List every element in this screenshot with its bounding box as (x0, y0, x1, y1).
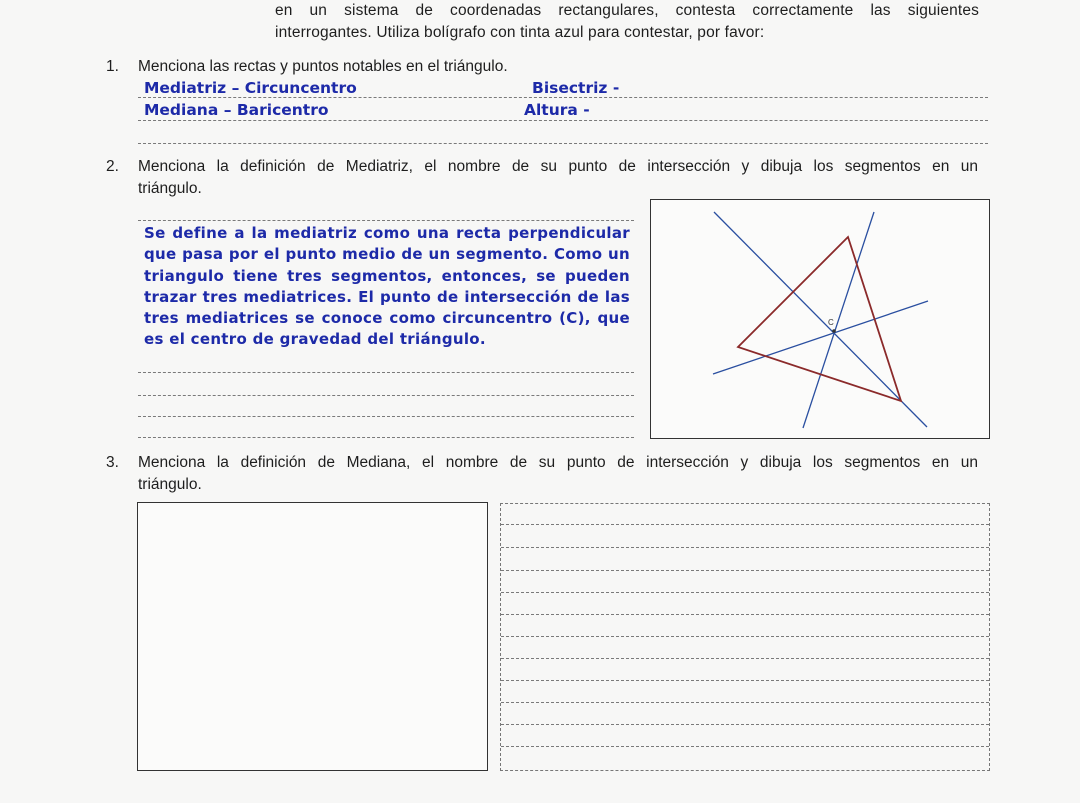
q1-answer-line-3 (138, 143, 988, 144)
q1-answer-mediatriz: Mediatriz – Circuncentro (144, 79, 357, 97)
q3-line (501, 680, 989, 681)
q1-answer-mediana: Mediana – Baricentro (144, 101, 329, 119)
q3-number: 3. (106, 454, 119, 471)
q3-line (501, 614, 989, 615)
q3-line (501, 592, 989, 593)
q2-answer-line-a (138, 372, 634, 373)
mediatriz-line-1 (714, 212, 927, 427)
q3-text-line-2: triángulo. (138, 476, 202, 493)
q2-number: 2. (106, 158, 119, 175)
q2-answer-line-b (138, 395, 634, 396)
q2-answer-paragraph: Se define a la mediatriz como una recta perpendicular que pasa por el punto medio de un segmento. Como un triangulo tiene tres segmentos, entonces, se pueden trazar tres mediatrices. El punto de intersección de las tres mediatrices se conoce como circuncentro (C), que es el centro de gravedad del triángulo. (144, 224, 630, 349)
q3-line (501, 702, 989, 703)
q1-text: Menciona las rectas y puntos notables en el triángulo. (138, 58, 508, 75)
q3-line (501, 636, 989, 637)
q2-text-line-2: triángulo. (138, 180, 202, 197)
q3-line (501, 524, 989, 525)
q1-answer-line-1 (138, 97, 988, 98)
intro-text (275, 0, 979, 44)
q1-answer-altura: Altura - (524, 101, 590, 119)
q1-answer-line-2 (138, 120, 988, 121)
q3-line (501, 658, 989, 659)
q3-drawing-box[interactable] (137, 502, 488, 771)
q3-text (138, 452, 978, 496)
intro-line-2: interrogantes. Utiliza bolígrafo con tinta azul para contestar, por favor: (275, 24, 765, 41)
q3-text-line-1: Menciona la definición de Mediana, el nombre de su punto de intersección y dibuja los segmentos en un (138, 454, 978, 471)
circumcenter-point (832, 329, 836, 333)
q2-text (138, 156, 978, 200)
mediatriz-line-2 (803, 212, 874, 428)
intro-line-1: en un sistema de coordenadas rectangulares, contesta correctamente las siguientes (275, 2, 979, 19)
q2-answer-line-top (138, 220, 634, 221)
q3-line (501, 724, 989, 725)
q3-answer-area[interactable] (500, 503, 990, 771)
q1-number: 1. (106, 58, 119, 75)
mediatriz-line-3 (713, 301, 928, 374)
q3-line (501, 570, 989, 571)
mediatriz-figure-box (650, 199, 990, 439)
q2-answer-line-d (138, 437, 634, 438)
mediatriz-figure (651, 200, 989, 438)
q2-answer-line-c (138, 416, 634, 417)
q3-line (501, 547, 989, 548)
circumcenter-label: C (828, 318, 834, 327)
q2-text-line-1: Menciona la definición de Mediatriz, el nombre de su punto de intersección y dibuja los segmentos en un (138, 158, 978, 175)
q1-answer-bisectriz: Bisectriz - (532, 79, 620, 97)
q3-line (501, 746, 989, 747)
